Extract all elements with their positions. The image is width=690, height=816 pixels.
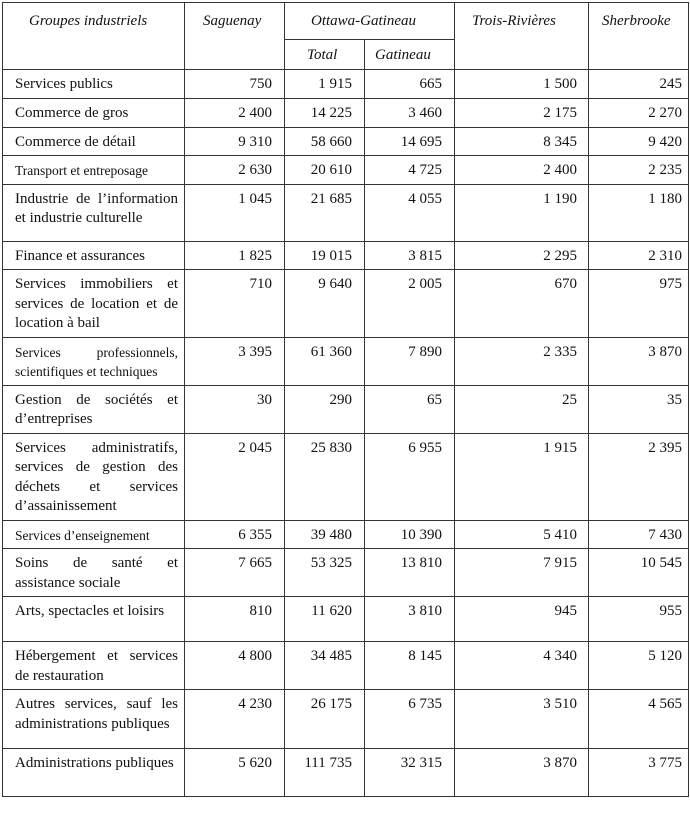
cell-total: 1 915 bbox=[285, 70, 365, 99]
table-row bbox=[3, 184, 689, 241]
cell-trois-rivieres: 2 295 bbox=[455, 241, 589, 270]
cell-gatineau: 3 460 bbox=[365, 99, 455, 128]
cell-gatineau: 4 725 bbox=[365, 156, 455, 185]
cell-saguenay: 810 bbox=[185, 597, 285, 642]
table-body bbox=[3, 70, 689, 797]
cell-total: 9 640 bbox=[285, 270, 365, 338]
cell-trois-rivieres: 25 bbox=[455, 385, 589, 433]
cell-sherbrooke: 9 420 bbox=[589, 127, 689, 156]
cell-trois-rivieres: 1 190 bbox=[455, 184, 589, 241]
cell-gatineau: 665 bbox=[365, 70, 455, 99]
cell-sherbrooke: 2 235 bbox=[589, 156, 689, 185]
cell-total: 290 bbox=[285, 385, 365, 433]
cell-saguenay: 4 800 bbox=[185, 642, 285, 690]
cell-gatineau: 2 005 bbox=[365, 270, 455, 338]
cell-gatineau: 13 810 bbox=[365, 549, 455, 597]
cell-saguenay: 4 230 bbox=[185, 690, 285, 749]
cell-gatineau: 7 890 bbox=[365, 337, 455, 385]
cell-saguenay: 2 630 bbox=[185, 156, 285, 185]
cell-total: 20 610 bbox=[285, 156, 365, 185]
cell-total: 19 015 bbox=[285, 241, 365, 270]
row-label: Finance et assurances bbox=[3, 241, 185, 270]
cell-sherbrooke: 7 430 bbox=[589, 520, 689, 549]
cell-total: 61 360 bbox=[285, 337, 365, 385]
cell-trois-rivieres: 2 400 bbox=[455, 156, 589, 185]
cell-total: 14 225 bbox=[285, 99, 365, 128]
cell-sherbrooke: 3 775 bbox=[589, 749, 689, 797]
cell-gatineau: 32 315 bbox=[365, 749, 455, 797]
cell-total: 53 325 bbox=[285, 549, 365, 597]
row-label: Soins de santé et assistance sociale bbox=[3, 549, 185, 597]
table-row bbox=[3, 156, 689, 185]
cell-trois-rivieres: 1 915 bbox=[455, 433, 589, 520]
cell-gatineau: 6 735 bbox=[365, 690, 455, 749]
cell-sherbrooke: 245 bbox=[589, 70, 689, 99]
table-row bbox=[3, 127, 689, 156]
table-row bbox=[3, 642, 689, 690]
cell-saguenay: 3 395 bbox=[185, 337, 285, 385]
table-row bbox=[3, 433, 689, 520]
cell-trois-rivieres: 2 175 bbox=[455, 99, 589, 128]
cell-trois-rivieres: 670 bbox=[455, 270, 589, 338]
cell-saguenay: 30 bbox=[185, 385, 285, 433]
row-label: Services professionnels, scientifiques et techniques bbox=[3, 337, 185, 385]
cell-gatineau: 6 955 bbox=[365, 433, 455, 520]
row-label: Commerce de détail bbox=[3, 127, 185, 156]
cell-gatineau: 8 145 bbox=[365, 642, 455, 690]
row-label: Services immobiliers et services de location et de location à bail bbox=[3, 270, 185, 338]
header-total: Total bbox=[285, 40, 365, 70]
row-label: Arts, spectacles et loisirs bbox=[3, 597, 185, 642]
cell-gatineau: 14 695 bbox=[365, 127, 455, 156]
cell-trois-rivieres: 1 500 bbox=[455, 70, 589, 99]
cell-gatineau: 4 055 bbox=[365, 184, 455, 241]
cell-trois-rivieres: 8 345 bbox=[455, 127, 589, 156]
cell-saguenay: 2 400 bbox=[185, 99, 285, 128]
row-label: Industrie de l’information et industrie culturelle bbox=[3, 184, 185, 241]
row-label: Hébergement et services de restauration bbox=[3, 642, 185, 690]
cell-saguenay: 1 825 bbox=[185, 241, 285, 270]
cell-saguenay: 5 620 bbox=[185, 749, 285, 797]
cell-trois-rivieres: 2 335 bbox=[455, 337, 589, 385]
cell-sherbrooke: 5 120 bbox=[589, 642, 689, 690]
table-row bbox=[3, 70, 689, 99]
cell-gatineau: 10 390 bbox=[365, 520, 455, 549]
cell-sherbrooke: 3 870 bbox=[589, 337, 689, 385]
table-row bbox=[3, 241, 689, 270]
header-gatineau: Gatineau bbox=[365, 40, 455, 70]
cell-trois-rivieres: 3 870 bbox=[455, 749, 589, 797]
table-row bbox=[3, 337, 689, 385]
cell-sherbrooke: 2 270 bbox=[589, 99, 689, 128]
cell-sherbrooke: 35 bbox=[589, 385, 689, 433]
table-row bbox=[3, 270, 689, 338]
row-label: Services publics bbox=[3, 70, 185, 99]
cell-total: 25 830 bbox=[285, 433, 365, 520]
cell-trois-rivieres: 3 510 bbox=[455, 690, 589, 749]
cell-gatineau: 3 815 bbox=[365, 241, 455, 270]
table-row bbox=[3, 549, 689, 597]
cell-sherbrooke: 2 310 bbox=[589, 241, 689, 270]
row-label: Gestion de sociétés et d’entreprises bbox=[3, 385, 185, 433]
row-label: Commerce de gros bbox=[3, 99, 185, 128]
table-row bbox=[3, 520, 689, 549]
cell-total: 26 175 bbox=[285, 690, 365, 749]
cell-total: 58 660 bbox=[285, 127, 365, 156]
cell-sherbrooke: 955 bbox=[589, 597, 689, 642]
cell-saguenay: 6 355 bbox=[185, 520, 285, 549]
cell-saguenay: 9 310 bbox=[185, 127, 285, 156]
cell-saguenay: 710 bbox=[185, 270, 285, 338]
cell-total: 34 485 bbox=[285, 642, 365, 690]
table-row bbox=[3, 690, 689, 749]
cell-gatineau: 3 810 bbox=[365, 597, 455, 642]
table-row bbox=[3, 597, 689, 642]
industry-table bbox=[2, 2, 689, 797]
cell-sherbrooke: 4 565 bbox=[589, 690, 689, 749]
header-ottawa-gatineau: Ottawa-Gatineau bbox=[285, 3, 455, 40]
cell-sherbrooke: 10 545 bbox=[589, 549, 689, 597]
cell-total: 11 620 bbox=[285, 597, 365, 642]
header-groupes: Groupes industriels bbox=[3, 3, 185, 70]
cell-trois-rivieres: 4 340 bbox=[455, 642, 589, 690]
table-row bbox=[3, 385, 689, 433]
cell-gatineau: 65 bbox=[365, 385, 455, 433]
cell-trois-rivieres: 5 410 bbox=[455, 520, 589, 549]
cell-saguenay: 1 045 bbox=[185, 184, 285, 241]
cell-sherbrooke: 975 bbox=[589, 270, 689, 338]
cell-trois-rivieres: 945 bbox=[455, 597, 589, 642]
header-trois-rivieres: Trois-Rivières bbox=[455, 3, 589, 70]
cell-saguenay: 7 665 bbox=[185, 549, 285, 597]
cell-total: 21 685 bbox=[285, 184, 365, 241]
header-saguenay: Saguenay bbox=[185, 3, 285, 70]
header-sherbrooke: Sherbrooke bbox=[589, 3, 689, 70]
cell-total: 39 480 bbox=[285, 520, 365, 549]
row-label: Transport et entreposage bbox=[3, 156, 185, 185]
cell-total: 111 735 bbox=[285, 749, 365, 797]
row-label: Administrations publiques bbox=[3, 749, 185, 797]
table-row bbox=[3, 99, 689, 128]
cell-trois-rivieres: 7 915 bbox=[455, 549, 589, 597]
row-label: Autres services, sauf les administrations publiques bbox=[3, 690, 185, 749]
cell-saguenay: 750 bbox=[185, 70, 285, 99]
cell-saguenay: 2 045 bbox=[185, 433, 285, 520]
cell-sherbrooke: 2 395 bbox=[589, 433, 689, 520]
cell-sherbrooke: 1 180 bbox=[589, 184, 689, 241]
row-label: Services administratifs, services de gestion des déchets et services d’assainissement bbox=[3, 433, 185, 520]
table-row bbox=[3, 749, 689, 797]
row-label: Services d’enseignement bbox=[3, 520, 185, 549]
